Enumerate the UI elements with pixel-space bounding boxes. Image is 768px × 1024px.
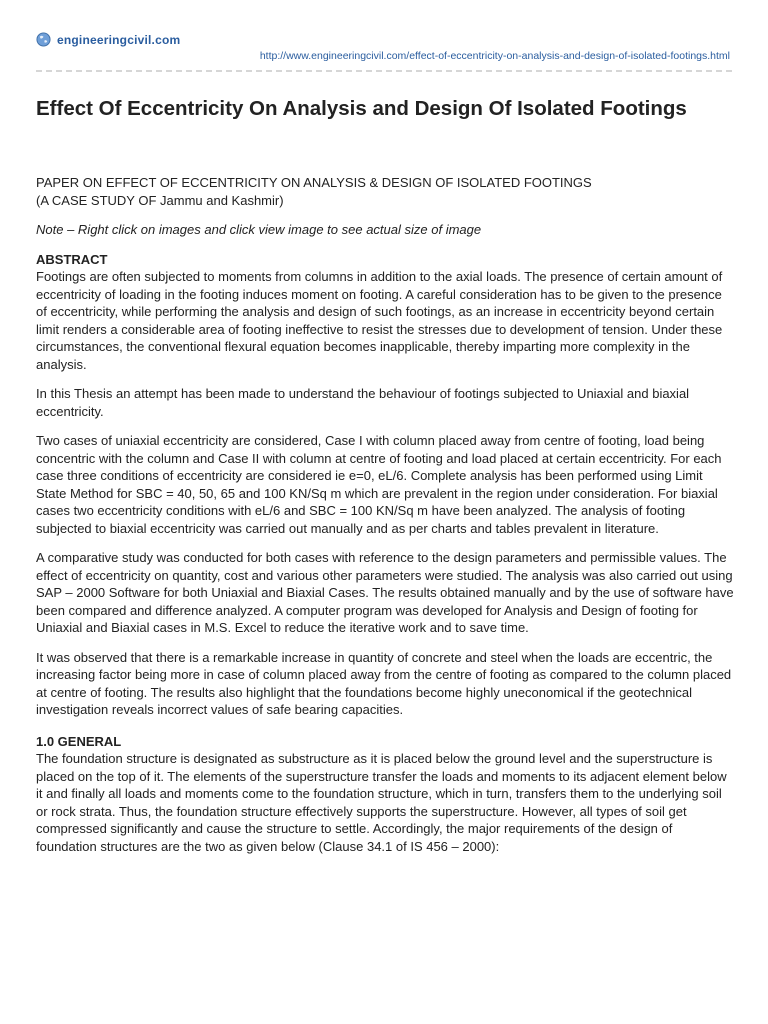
abstract-paragraph: A comparative study was conducted for both cases with reference to the design parameters and permissible values. The effect of eccentricity on quantity, cost and various other parameters were studied. The analysis was also carried out using SAP – 2000 Software for both Uniaxial and Biaxial Cases. The results obtained manually and by the use of software have been compared and difference analyzed. A computer program was developed for Analysis and Design of footing for Uniaxial and Biaxial cases in M.S. Excel to reduce the iterative work and to save time. (36, 550, 734, 635)
general-paragraph: The foundation structure is designated as substructure as it is placed below the ground level and the superstructure is placed on the top of it. The elements of the superstructure transfer the loads and moments to its adjacent element below it and finally all loads and moments come to the foundation structure, which in turn, transfers them to the underlying soil or rock strata. Thus, the foundation structure effectively supports the superstructure. However, all types of soil get compressed significantly and cause the structure to settle. Accordingly, the major requirements of the design of foundation structures are the two as given below (Clause 34.1 of IS 456 – 2000): (36, 751, 727, 854)
abstract-paragraph: Footings are often subjected to moments from columns in addition to the axial loads. The presence of certain amount of eccentricity of loading in the footing induces moment on footing. A careful consideration has to be given to the presence of eccentricity, while performing the analysis and design of such footings, as an increase in eccentricity beyond certain limit renders a considerable area of footing ineffective to resist the stresses due to development of tension. Under these circumstances, the conventional flexural equation becomes inapplicable, thereby imparting more complexity in the analysis. (36, 269, 723, 372)
general-heading: 1.0 GENERAL (36, 733, 122, 749)
site-header (36, 32, 180, 47)
subtitle-line-2: (A CASE STUDY OF Jammu and Kashmir) (36, 192, 284, 208)
abstract-heading: ABSTRACT (36, 251, 108, 267)
site-name-link[interactable]: engineeringcivil.com (57, 32, 181, 47)
abstract-paragraph: It was observed that there is a remarkable increase in quantity of concrete and steel when the loads are eccentric, the increasing factor being more in case of column placed away from the centre of footing as compared to the column placed at centre of footing. The results also highlight that the foundations become highly uneconomical if the geotechnical investigation reveals incorrect values of safe bearing capacities. (36, 649, 732, 717)
header-divider (36, 70, 732, 72)
image-note: Note – Right click on images and click view image to see actual size of image (36, 222, 482, 237)
article-title: Effect Of Eccentricity On Analysis and Design Of Isolated Footings (36, 97, 687, 120)
subtitle-line-1: PAPER ON EFFECT OF ECCENTRICITY ON ANALYSIS & DESIGN OF ISOLATED FOOTINGS (36, 175, 592, 190)
abstract-paragraph: Two cases of uniaxial eccentricity are considered, Case I with column placed away from centre of footing, load being concentric with the column and Case II with column at centre of footing and load placed at certain eccentricity. For each case three conditions of eccentricity are considered ie e=0, eL/6. Complete analysis has been performed using Limit State Method for SBC = 40, 50, 65 and 100 KN/Sq m which are prevalent in the region under consideration. For biaxial cases two eccentricity conditions with eL/6 and SBC = 100 KN/Sq m have been analyzed. The analysis of footing subjected to biaxial eccentricity was carried out manually and as per charts and tables prevalent in literature. (36, 433, 722, 536)
source-url-link[interactable]: http://www.engineeringcivil.com/effect-of-eccentricity-on-analysis-and-design-of-isolated-footings.html (259, 50, 730, 62)
abstract-paragraph: In this Thesis an attempt has been made to understand the behaviour of footings subjected to Uniaxial and biaxial eccentricity. (36, 386, 690, 419)
globe-icon (36, 32, 51, 47)
article-body (36, 174, 736, 855)
